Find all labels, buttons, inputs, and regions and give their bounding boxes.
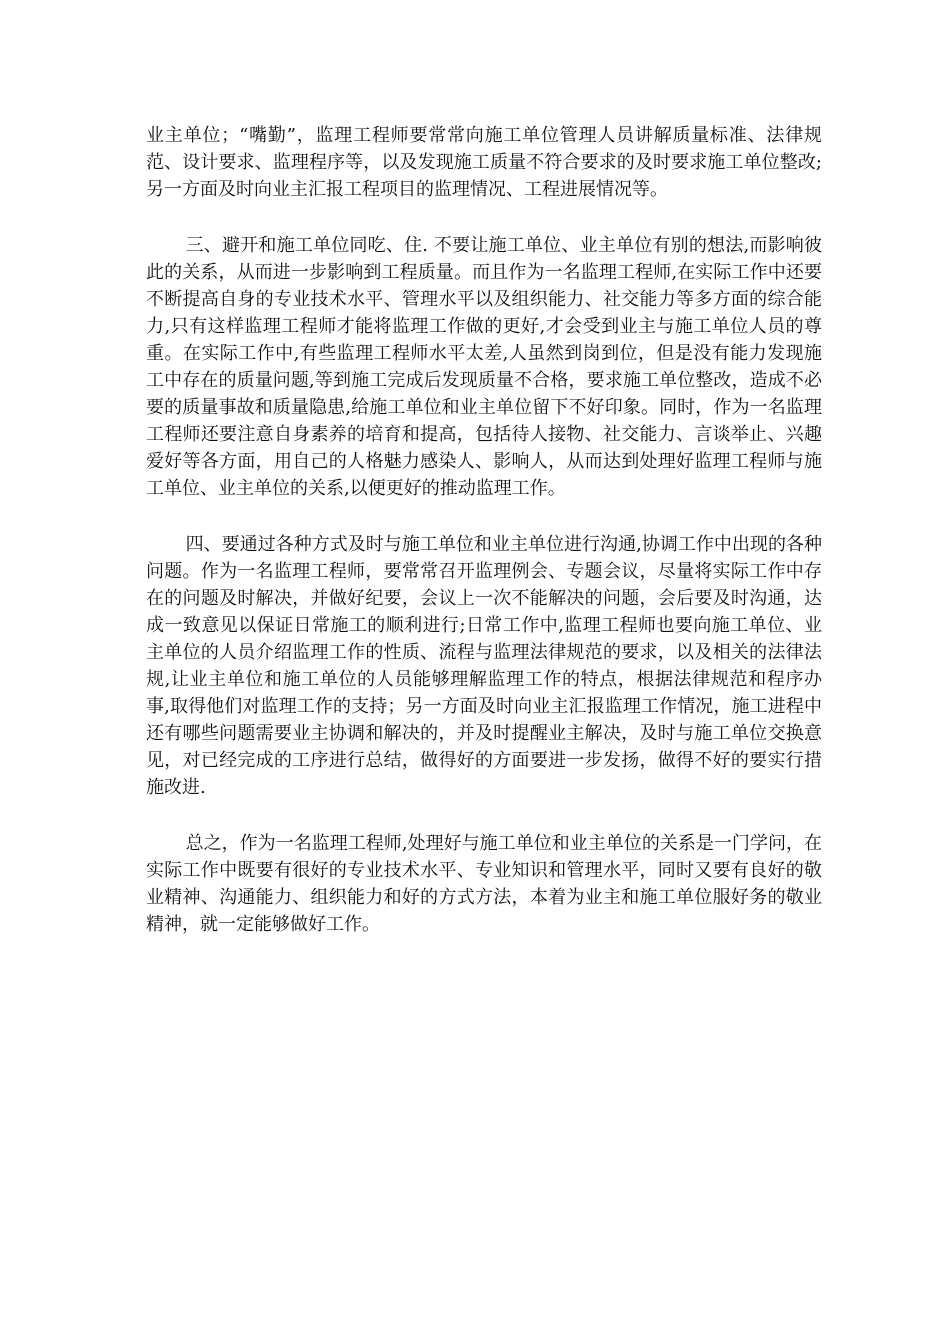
document-body [146,122,822,967]
paragraph-continuation: 业主单位；“嘴勤”，监理工程师要常常向施工单位管理人员讲解质量标准、法律规范、设计要求、监理程序等，以及发现施工质量不符合要求的及时要求施工单位整改;另一方面及时向业主汇报工程项目的监理情况、工程进展情况等。 [146,125,822,200]
paragraph-section-four: 四、要通过各种方式及时与施工单位和业主单位进行沟通,协调工作中出现的各种问题。作为一名监理工程师，要常常召开监理例会、专题会议，尽量将实际工作中存在的问题及时解决，并做好纪要，会议上一次不能解决的问题，会后要及时沟通，达成一致意见以保证日常施工的顺利进行;日常工作中,监理工程师也要向施工单位、业主单位的人员介绍监理工作的性质、流程与监理法律规范的要求，以及相关的法律法规,让业主单位和施工单位的人员能够理解监理工作的特点，根据法律规范和程序办事,取得他们对监理工作的支持；另一方面及时向业主汇报监理工作情况，施工进程中还有哪些问题需要业主协调和解决的，并及时提醒业主解决，及时与施工单位交换意见，对已经完成的工序进行总结，做得好的方面要进一步发扬，做得不好的要实行措施改进. [146,534,822,798]
paragraph-section-three: 三、避开和施工单位同吃、住. 不要让施工单位、业主单位有别的想法,而影响彼此的关系，从而进一步影响到工程质量。而且作为一名监理工程师,在实际工作中还要不断提高自身的专业技术水平、管理水平以及组织能力、社交能力等多方面的综合能力,只有这样监理工程师才能将监理工作做的更好,才会受到业主与施工单位人员的尊重。在实际工作中,有些监理工程师水平太差,人虽然到岗到位，但是没有能力发现施工中存在的质量问题,等到施工完成后发现质量不合格，要求施工单位整改，造成不必要的质量事故和质量隐患,给施工单位和业主单位留下不好印象。同时，作为一名监理工程师还要注意自身素养的培育和提高，包括待人接物、社交能力、言谈举止、兴趣爱好等各方面，用自己的人格魅力感染人、影响人，从而达到处理好监理工程师与施工单位、业主单位的关系,以便更好的推动监理工作。 [146,235,822,499]
paragraph-conclusion: 总之，作为一名监理工程师,处理好与施工单位和业主单位的关系是一门学问，在实际工作中既要有很好的专业技术水平、专业知识和管理水平，同时又要有良好的敬业精神、沟通能力、组织能力和好的方式方法，本着为业主和施工单位服好务的敬业精神，就一定能够做好工作。 [146,833,822,935]
